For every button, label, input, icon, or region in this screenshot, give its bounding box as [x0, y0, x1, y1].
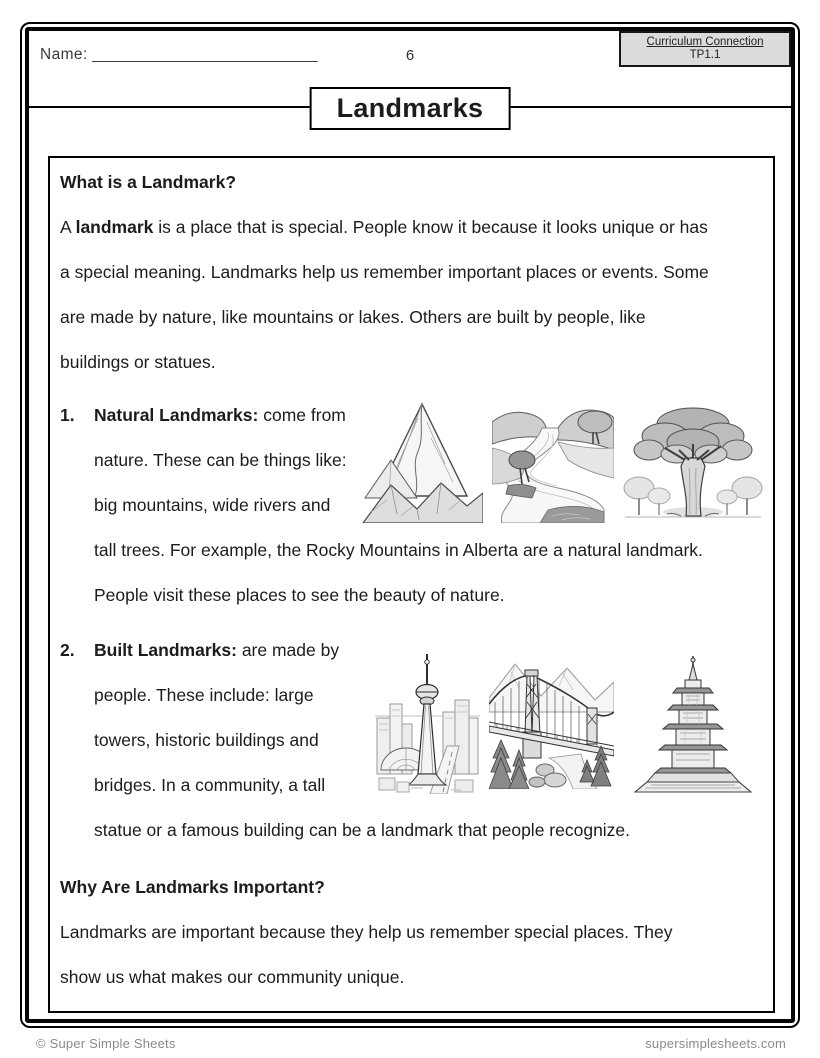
section-heading-why: Why Are Landmarks Important?	[60, 877, 325, 897]
bold-term-landmark: landmark	[75, 217, 154, 237]
list-item-built-landmarks	[60, 628, 763, 853]
item2-text-column	[94, 628, 339, 808]
bridge-sketch-image	[489, 654, 614, 789]
footer-copyright: © Super Simple Sheets	[36, 1036, 176, 1051]
intro-line-1: A landmark is a place that is special. People know it because it looks unique or has	[60, 217, 708, 237]
item1-line-2: nature. These can be things like:	[94, 450, 347, 470]
pagoda-sketch-image	[623, 654, 763, 794]
cn-tower-sketch-image	[375, 654, 480, 794]
mountain-sketch-image	[361, 398, 483, 523]
curriculum-badge-code: TP1.1	[689, 49, 721, 61]
page-footer	[36, 1036, 786, 1051]
list-item-natural-landmarks	[60, 393, 763, 618]
curriculum-badge	[619, 31, 791, 67]
intro-line-3: are made by nature, like mountains or lakes. Others are built by people, like	[60, 307, 646, 327]
page-title: Landmarks	[310, 87, 511, 130]
outro-line-1: Landmarks are important because they help us remember special places. They	[60, 922, 673, 942]
item1-line-5: People visit these places to see the beauty of nature.	[94, 585, 505, 605]
item2-line-2: people. These include: large	[94, 685, 314, 705]
section-heading-what: What is a Landmark?	[60, 172, 237, 192]
item2-line-1: Built Landmarks: are made by	[94, 640, 340, 660]
footer-website: supersimplesheets.com	[645, 1036, 786, 1051]
item1-line-1: Natural Landmarks: come from	[94, 405, 346, 425]
item2-line-3: towers, historic buildings and	[94, 730, 319, 750]
built-landmarks-images	[375, 654, 763, 794]
item1-text-column	[94, 393, 347, 528]
curriculum-badge-title: Curriculum Connection	[646, 36, 764, 48]
list-number-2: 2.	[60, 640, 75, 660]
item1-line-3: big mountains, wide rivers and	[94, 495, 331, 515]
list-number-1: 1.	[60, 405, 75, 425]
intro-line-4: buildings or statues.	[60, 352, 216, 372]
content-box	[48, 156, 775, 1013]
river-sketch-image	[492, 398, 614, 523]
outro-line-2: show us what makes our community unique.	[60, 967, 405, 987]
page-number: 6	[405, 47, 415, 64]
item2-line-5: statue or a famous building can be a landmark that people recognize.	[94, 820, 631, 840]
intro-line-2: a special meaning. Landmarks help us remember important places or events. Some	[60, 262, 709, 282]
item2-line-4: bridges. In a community, a tall	[94, 775, 326, 795]
natural-landmarks-images	[361, 398, 763, 523]
name-field: Name: _________________________	[40, 46, 318, 63]
tree-sketch-image	[623, 398, 763, 523]
item1-line-4: tall trees. For example, the Rocky Mountains in Alberta are a natural landmark.	[94, 540, 703, 560]
